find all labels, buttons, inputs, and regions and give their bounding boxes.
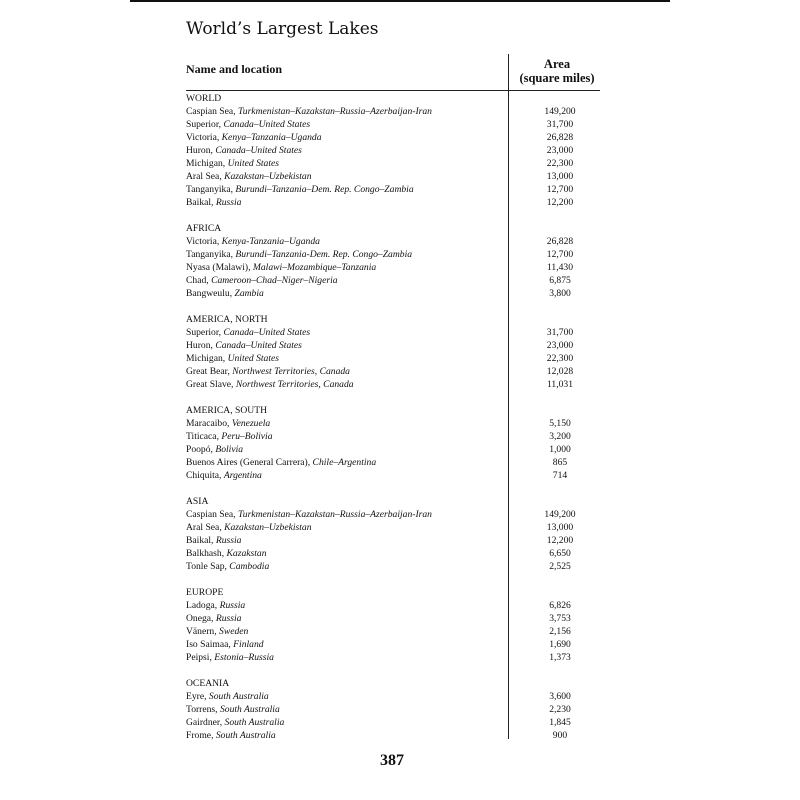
lake-name: Baikal [186,535,212,546]
region-heading: OCEANIA [186,678,230,689]
lake-area: 31,700 [546,327,574,338]
name-location-separator: , [219,171,225,182]
lake-area: 1,000 [549,444,571,455]
lake-area: 22,300 [546,158,574,169]
lake-location: Canada–United States [215,340,302,351]
name-column-header: Name and location [186,62,282,76]
lake-location: United States [227,158,280,169]
name-location-separator: , [230,184,236,195]
lake-area: 2,230 [549,704,571,715]
lake-row [186,651,600,664]
name-location-separator: , [229,288,235,299]
lake-location: Argentina [223,470,262,481]
name-location-separator: , [218,327,224,338]
region-section [186,586,600,664]
lake-area: 6,875 [549,275,571,286]
lake-row [186,456,600,469]
lake-area: 2,525 [549,561,571,572]
name-location-separator: , [211,197,216,208]
lake-name: Tanganyika [186,249,231,260]
region-section [186,92,600,209]
lake-location: Turkmenistan–Kazakstan–Russia–Azerbaijan-Iran [237,106,432,117]
name-location-separator: , [209,652,215,663]
lake-row [186,196,600,209]
lake-location: Northwest Territories, Canada [235,379,354,390]
lake-location: Peru–Bolivia [221,431,273,442]
lake-location: Russia [215,197,242,208]
lake-area: 13,000 [546,171,574,182]
lake-name: Vänern [186,626,215,637]
lake-location: Canada–United States [223,119,311,130]
lake-row [186,534,600,547]
lake-location: Kenya-Tanzania–Uganda [221,236,320,247]
name-location-separator: , [216,431,222,442]
lake-location: Canada–United States [223,327,311,338]
region-heading: AFRICA [186,223,222,234]
lake-name: Superior [186,119,219,130]
lake-name: Caspian Sea [186,106,234,117]
page-title: World’s Largest Lakes [186,19,379,39]
lake-name: Peipsi [186,652,210,663]
lake-area: 12,700 [546,249,574,260]
lake-name: Tonle Sap [186,561,225,572]
lake-name: Victoria [186,132,217,143]
lake-row [186,417,600,430]
lake-area: 3,600 [549,691,571,702]
name-location-separator: , [233,106,238,117]
lake-name: Baikal [186,197,212,208]
lake-area: 149,200 [544,509,576,520]
area-header-line1: Area [543,57,571,71]
lake-name: Poopó [186,444,211,455]
lake-name: Iso Saimaa [186,639,229,650]
lake-location: Zambia [234,288,264,299]
lake-name: Eyre [186,691,205,702]
lake-area: 149,200 [544,106,576,117]
lake-location: Russia [215,535,242,546]
lake-name: Frome [186,730,212,741]
lake-area: 12,200 [546,197,574,208]
name-location-separator: , [219,717,225,728]
lake-location: Russia [219,600,246,611]
lake-area: 2,156 [549,626,571,637]
lake-location: Bolivia [215,444,244,455]
lake-row [186,378,600,391]
lake-row [186,521,600,534]
name-location-separator: , [222,158,228,169]
name-location-separator: , [210,145,216,156]
lake-location: Kazakstan–Uzbekistan [224,522,312,533]
lake-location: Estonia–Russia [214,652,274,663]
name-location-separator: , [214,626,220,637]
lake-row [186,326,600,339]
lake-location: Burundi–Tanzania-Dem. Rep. Congo–Zambia [235,249,413,260]
name-location-separator: , [211,730,216,741]
name-location-separator: , [206,275,212,286]
lake-area: 26,828 [546,132,574,143]
lake-area: 11,031 [546,379,574,390]
lake-row [186,508,600,521]
region-heading: EUROPE [186,587,224,598]
lake-row [186,274,600,287]
lake-location: Canada–United States [215,145,302,156]
lake-location: Sweden [219,626,249,637]
lake-row [186,716,600,729]
lake-row [186,170,600,183]
lake-row [186,352,600,365]
lake-area: 23,000 [546,145,574,156]
lake-location: Kazakstan [226,548,267,559]
lake-name: Onega [186,613,212,624]
lake-location: Cameroon–Chad–Niger–Nigeria [211,275,338,286]
lake-row [186,560,600,573]
region-section [186,404,600,482]
region-heading: WORLD [186,93,222,104]
lake-name: Nyasa (Malawi) [186,262,249,273]
name-location-separator: , [231,379,236,390]
lake-location: Kenya–Tanzania–Uganda [221,132,322,143]
name-location-separator: , [221,548,227,559]
name-location-separator: , [227,418,232,429]
region-heading: ASIA [186,496,209,507]
lake-row [186,638,600,651]
lake-area: 1,690 [549,639,571,650]
lake-name: Huron [186,340,211,351]
lake-location: United States [227,353,280,364]
lake-row [186,144,600,157]
lake-row [186,261,600,274]
lake-area: 11,430 [546,262,574,273]
lake-name: Titicaca [186,431,217,442]
lake-location: Malawi–Mozambique–Tanzania [252,262,377,273]
lake-name: Michigan [186,158,223,169]
lake-area: 6,826 [549,600,571,611]
lake-name: Michigan [186,353,223,364]
lake-name: Buenos Aires (General Carrera) [186,457,308,468]
lake-name: Tanganyika [186,184,231,195]
lake-name: Victoria [186,236,217,247]
lake-row [186,430,600,443]
lake-name: Maracaibo [186,418,228,429]
lake-name: Bangweulu [186,288,230,299]
name-location-separator: , [216,236,222,247]
lake-area: 3,753 [549,613,571,624]
lake-area: 22,300 [546,353,574,364]
name-location-separator: , [248,262,253,273]
lake-row [186,105,600,118]
lake-name: Chad [186,275,207,286]
lake-area: 3,800 [549,288,571,299]
lake-row [186,131,600,144]
lake-location: South Australia [219,704,280,715]
lake-row [186,729,600,742]
lake-row [186,365,600,378]
name-location-separator: , [219,470,224,481]
lake-row [186,183,600,196]
lake-row [186,625,600,638]
lake-row [186,469,600,482]
lake-row [186,612,600,625]
lake-area: 6,650 [549,548,571,559]
region-section [186,222,600,300]
lake-area: 900 [552,730,568,741]
lake-location: Finland [233,639,264,650]
name-location-separator: , [233,509,238,520]
name-location-separator: , [219,522,225,533]
lake-area: 865 [552,457,568,468]
name-location-separator: , [216,132,222,143]
lake-name: Great Bear [186,366,228,377]
region-section [186,677,600,742]
lake-name: Aral Sea [186,171,220,182]
lake-name: Great Slave [186,379,232,390]
lake-location: South Australia [215,730,276,741]
region-heading: AMERICA, SOUTH [186,405,268,416]
name-location-separator: , [222,353,228,364]
name-location-separator: , [214,600,220,611]
name-location-separator: , [227,366,233,377]
lake-location: South Australia [208,691,269,702]
area-column-header [512,57,602,85]
lake-area: 1,373 [549,652,571,663]
lake-row [186,690,600,703]
lake-area: 5,150 [549,418,571,429]
lake-name: Superior [186,327,219,338]
lake-row [186,235,600,248]
lakes-table [186,92,600,755]
lake-name: Aral Sea [186,522,220,533]
lake-location: Chile–Argentina [312,457,377,468]
lake-name: Torrens [186,704,216,715]
region-section [186,495,600,573]
name-location-separator: , [215,704,220,715]
lake-area: 23,000 [546,340,574,351]
page-number: 387 [380,752,404,769]
lake-location: Northwest Territories, Canada [232,366,350,377]
name-location-separator: , [211,535,216,546]
lake-location: Russia [215,613,242,624]
lake-location: Venezuela [231,418,271,429]
name-location-separator: , [210,340,216,351]
lake-name: Huron [186,145,211,156]
name-location-separator: , [224,561,230,572]
lake-location: Cambodia [229,561,270,572]
name-location-separator: , [204,691,209,702]
name-location-separator: , [307,457,313,468]
lake-location: Turkmenistan–Kazakstan–Russia–Azerbaijan-Iran [237,509,432,520]
lake-row [186,118,600,131]
lake-area: 1,845 [549,717,571,728]
lake-row [186,703,600,716]
lake-row [186,339,600,352]
lake-row [186,287,600,300]
lake-area: 12,200 [546,535,574,546]
header-rule [186,90,600,91]
lake-name: Chiquita [186,470,220,481]
lake-name: Ladoga [186,600,215,611]
name-location-separator: , [218,119,224,130]
lake-name: Balkhash [186,548,222,559]
lake-area: 26,828 [546,236,574,247]
lake-area: 12,028 [546,366,574,377]
region-heading: AMERICA, NORTH [186,314,268,325]
lake-area: 714 [552,470,568,481]
lake-row [186,547,600,560]
lake-name: Caspian Sea [186,509,234,520]
lake-row [186,599,600,612]
lake-area: 3,200 [549,431,571,442]
lake-row [186,248,600,261]
region-section [186,313,600,391]
lake-location: Burundi–Tanzania–Dem. Rep. Congo–Zambia [235,184,414,195]
name-location-separator: , [210,444,216,455]
area-header-line2: (square miles) [519,71,595,85]
lake-area: 13,000 [546,522,574,533]
name-location-separator: , [228,639,234,650]
lake-area: 12,700 [546,184,574,195]
name-location-separator: , [211,613,216,624]
lake-row [186,157,600,170]
lake-name: Gairdner [186,717,220,728]
lake-row [186,443,600,456]
name-location-separator: , [230,249,236,260]
lake-location: Kazakstan–Uzbekistan [224,171,312,182]
lake-area: 31,700 [546,119,574,130]
lake-location: South Australia [224,717,285,728]
top-rule [130,0,670,2]
